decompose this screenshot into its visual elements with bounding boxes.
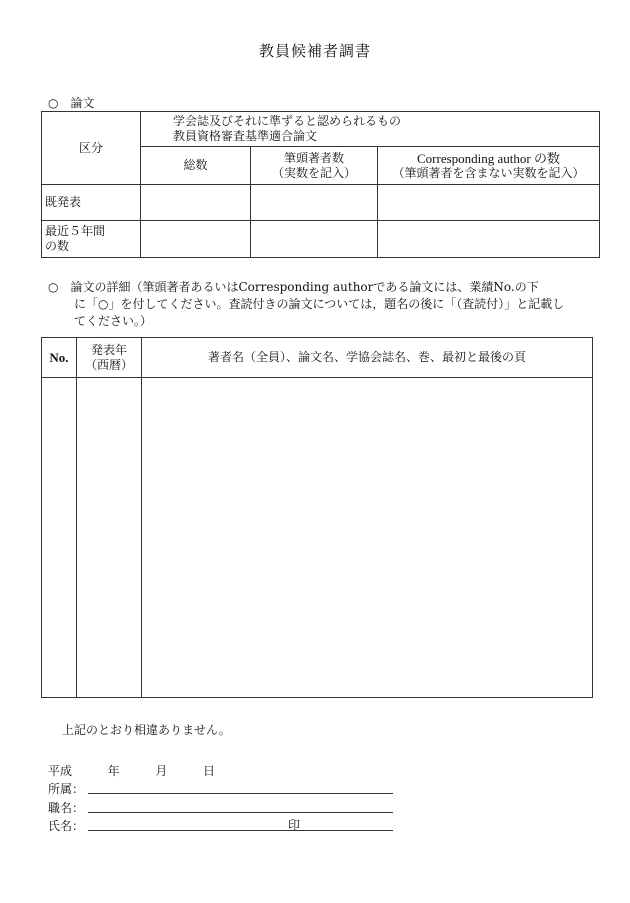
note-line1: ○ 論文の詳細（筆頭著者あるいはCorresponding authorである論文には、業績No.の下: [48, 280, 539, 294]
date-era: 平成: [48, 764, 73, 778]
paper-details-table: [41, 337, 593, 698]
cell-published-corr[interactable]: [378, 185, 600, 221]
cell-published-first[interactable]: [251, 185, 378, 221]
papers-summary-table: [41, 111, 600, 258]
name-label: 氏名：: [48, 819, 85, 833]
header-corresponding-author: [378, 147, 600, 185]
paper-details-note: [48, 279, 588, 330]
cell-recent5-total[interactable]: [141, 221, 251, 258]
row-label-recent5-line2: の数: [45, 239, 70, 253]
header-corresponding-line2: （筆頭著者を含まない実数を記入）: [392, 165, 585, 180]
header-kubun: 区分: [42, 112, 141, 185]
header-no: No.: [42, 338, 77, 378]
date-year: 年: [107, 764, 120, 778]
header-total: 総数: [141, 147, 251, 185]
header-first-author: [251, 147, 378, 185]
cell-recent5-corr[interactable]: [378, 221, 600, 258]
position-field[interactable]: [88, 812, 393, 813]
header-year-line1: 発表年: [90, 342, 127, 357]
row-label-recent5: [42, 221, 141, 258]
date-line: [48, 762, 215, 779]
date-month: 月: [155, 764, 168, 778]
cell-no[interactable]: [42, 378, 77, 698]
table-row: [42, 378, 593, 698]
cell-detail[interactable]: [142, 378, 593, 698]
header-group-line1: 学会誌及びそれに準ずると認められるもの: [173, 114, 402, 128]
seal-mark: 印: [288, 818, 301, 832]
cell-recent5-first[interactable]: [251, 221, 378, 258]
position-label: 職名：: [48, 801, 85, 815]
row-label-recent5-line1: 最近５年間: [45, 224, 106, 238]
table-row: [42, 221, 600, 258]
header-first-author-line1: 筆頭著者数: [283, 150, 344, 165]
header-group: [141, 112, 600, 147]
header-corresponding-line1: Corresponding author の数: [417, 150, 560, 166]
header-group-line2: 教員資格審査基準適合論文: [173, 129, 318, 143]
name-field[interactable]: [88, 830, 393, 831]
header-detail: 著者名（全員）、論文名、学協会誌名、巻、最初と最後の頁: [142, 338, 593, 378]
row-label-published: 既発表: [42, 185, 141, 221]
note-line2: に「○」を付してください。査読付きの論文については，題名の後に「（査読付）」と記載し: [74, 297, 565, 311]
header-year-line2: （西暦）: [84, 357, 133, 372]
cell-published-total[interactable]: [141, 185, 251, 221]
confirmation-text: 上記のとおり相違ありません。: [62, 723, 231, 737]
page-title: 教員候補者調書: [258, 42, 371, 60]
affiliation-label: 所属：: [48, 782, 85, 796]
table-row: [42, 185, 600, 221]
note-line3: てください。）: [74, 314, 153, 328]
header-first-author-line2: （実数を記入）: [271, 165, 356, 180]
header-year: [77, 338, 142, 378]
affiliation-field[interactable]: [88, 793, 393, 794]
section-heading-papers: ○ 論文: [48, 96, 95, 110]
date-day: 日: [203, 764, 216, 778]
cell-year[interactable]: [77, 378, 142, 698]
